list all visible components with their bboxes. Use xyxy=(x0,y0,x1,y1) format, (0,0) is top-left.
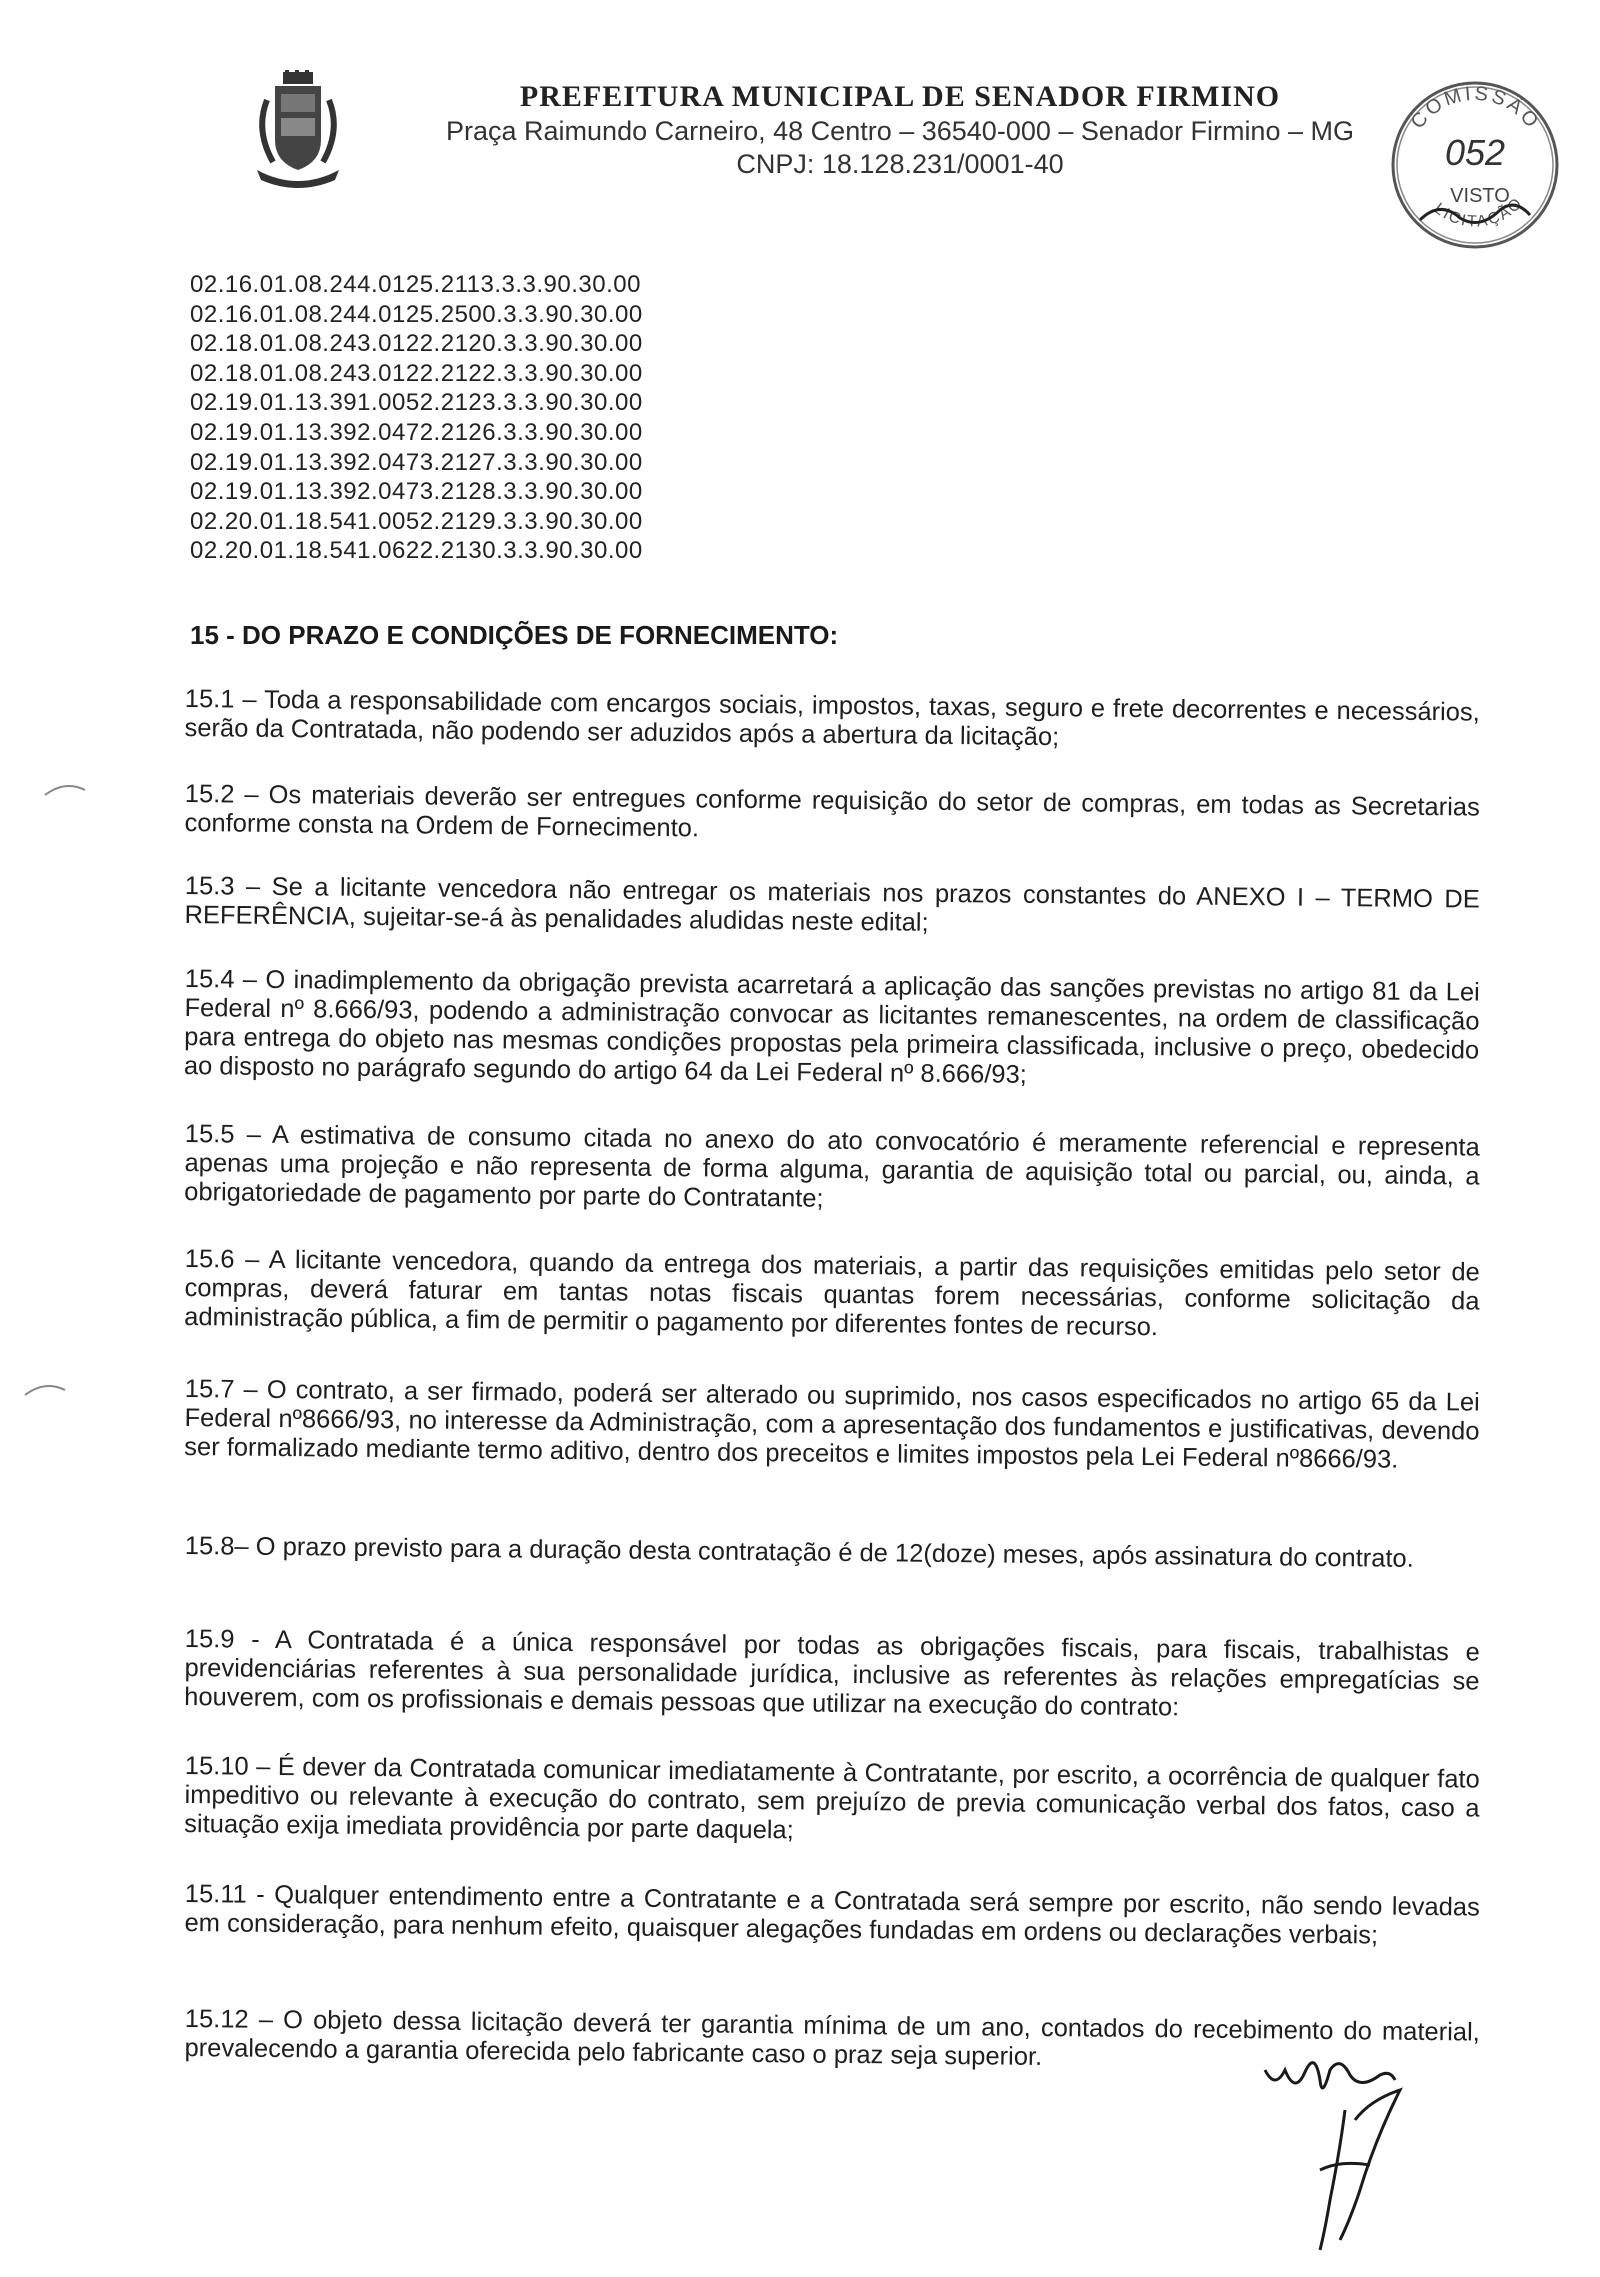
clause-15-11: 15.11 - Qualquer entendimento entre a Contratante e a Contratada será sempre por escrito, não sendo levadas em consideração, para nenhum efeito, quaisquer alegações fundadas em ordens ou declarações verbais; xyxy=(184,1880,1480,1950)
clause-15-7: 15.7 – O contrato, a ser firmado, poderá ser alterado ou suprimido, nos casos especificados no artigo 65 da Lei Federal nº8666/93, no interesse da Administração, com a apresentação dos fundamentos e justificativas, devendo ser formalizado mediante termo aditivo, dentro dos preceitos e limites impostos pela Lei Federal nº8666/93. xyxy=(184,1375,1480,1474)
clause-15-9: 15.9 - A Contratada é a única responsável por todas as obrigações fiscais, para fiscais, trabalhistas e previdenciárias referentes à sua personalidade jurídica, inclusive as referentes às relações empregatícias se houverem, com os profissionais e demais pessoas que utilizar na execução do contrato: xyxy=(184,1625,1480,1722)
stamp-number: 052 xyxy=(1444,132,1506,173)
stamp-bottom-text: LICITAÇÃO xyxy=(1430,194,1527,231)
budget-code: 02.16.01.08.244.0125.2500.3.3.90.30.00 xyxy=(190,300,643,328)
section-heading: 15 - DO PRAZO E CONDIÇÕES DE FORNECIMENTO: xyxy=(190,620,839,650)
clause-15-3: 15.3 – Se a licitante vencedora não entregar os materiais nos prazos constantes do ANEXO I – TERMO DE REFERÊNCIA, sujeitar-se-á às penalidades aludidas neste edital; xyxy=(184,872,1480,937)
budget-codes-list xyxy=(190,270,643,566)
letterhead-address: Praça Raimundo Carneiro, 48 Centro – 36540-000 – Senador Firmino – MG xyxy=(446,116,1354,146)
budget-code: 02.18.01.08.243.0122.2120.3.3.90.30.00 xyxy=(190,330,643,358)
letterhead-cnpj: CNPJ: 18.128.231/0001-40 xyxy=(736,149,1064,179)
budget-code: 02.19.01.13.391.0052.2123.3.3.90.30.00 xyxy=(190,389,643,417)
letterhead xyxy=(400,80,1400,180)
municipal-crest-icon xyxy=(245,70,350,190)
clause-15-2: 15.2 – Os materiais deverão ser entregues conforme requisição do setor de compras, em todas as Secretarias conforme consta na Ordem de Fornecimento. xyxy=(184,780,1480,843)
margin-mark xyxy=(20,1380,70,1400)
commission-stamp xyxy=(1380,70,1570,260)
clause-15-4: 15.4 – O inadimplemento da obrigação prevista acarretará a aplicação das sanções previstas no artigo 81 da Lei Federal nº 8.666/93, podendo a administração convocar as licitantes remanescentes, na ordem de classificação para entrega do objeto nas mesmas condições propostas pela primeira classificada, inclusive o preço, obedecido ao disposto no parágrafo segundo do artigo 64 da Lei Federal nº 8.666/93; xyxy=(183,965,1480,1089)
budget-code: 02.19.01.13.392.0472.2126.3.3.90.30.00 xyxy=(190,418,643,446)
budget-code: 02.19.01.13.392.0473.2128.3.3.90.30.00 xyxy=(190,478,643,506)
clause-15-10: 15.10 – É dever da Contratada comunicar imediatamente à Contratante, por escrito, a ocorrência de qualquer fato impeditivo ou relevante à execução do contrato, sem prejuízo de previa comunicação verbal dos fatos, caso a situação exija imediata providência por parte daquela; xyxy=(184,1752,1480,1845)
budget-code: 02.18.01.08.243.0122.2122.3.3.90.30.00 xyxy=(190,359,643,387)
stamp-top-text: COMISSÃO xyxy=(1406,82,1545,135)
svg-text:COMISSÃO xyxy=(1407,83,1545,135)
clause-15-12: 15.12 – O objeto dessa licitação deverá ter garantia mínima de um ano, contados do recebimento do material, prevalecendo a garantia oferecida pelo fabricante caso o praz seja superior. xyxy=(184,2005,1480,2071)
budget-code: 02.20.01.18.541.0052.2129.3.3.90.30.00 xyxy=(190,507,643,535)
letterhead-title: PREFEITURA MUNICIPAL DE SENADOR FIRMINO xyxy=(519,80,1281,113)
budget-code: 02.19.01.13.392.0473.2127.3.3.90.30.00 xyxy=(190,448,643,476)
clause-15-6: 15.6 – A licitante vencedora, quando da entrega dos materiais, a partir das requisições emitidas pelo setor de compras, deverá faturar em tantas notas fiscais quantas forem necessárias, conforme solicitação da administração pública, a fim de permitir o pagamento por diferentes fontes de recurso. xyxy=(184,1245,1480,1342)
budget-code: 02.16.01.08.244.0125.2113.3.3.90.30.00 xyxy=(190,271,641,298)
clause-15-1: 15.1 – Toda a responsabilidade com encargos sociais, impostos, taxas, seguro e frete decorrentes e necessários, serão da Contratada, não podendo ser aduzidos após a abertura da licitação; xyxy=(184,685,1480,752)
stamp-middle-text: VISTO xyxy=(1450,185,1510,207)
handwritten-signature xyxy=(1260,2050,1460,2260)
margin-mark xyxy=(40,780,90,800)
budget-code: 02.20.01.18.541.0622.2130.3.3.90.30.00 xyxy=(190,537,643,565)
clause-15-5: 15.5 – A estimativa de consumo citada no anexo do ato convocatório é meramente referencial e representa apenas uma projeção e não representa de forma alguma, garantia de aquisição total ou parcial, ou, ainda, a obrigatoriedade de pagamento por parte do Contratante; xyxy=(184,1120,1480,1213)
clause-15-8: 15.8– O prazo previsto para a duração desta contratação é de 12(doze) meses, após assinatura do contrato. xyxy=(184,1532,1414,1573)
